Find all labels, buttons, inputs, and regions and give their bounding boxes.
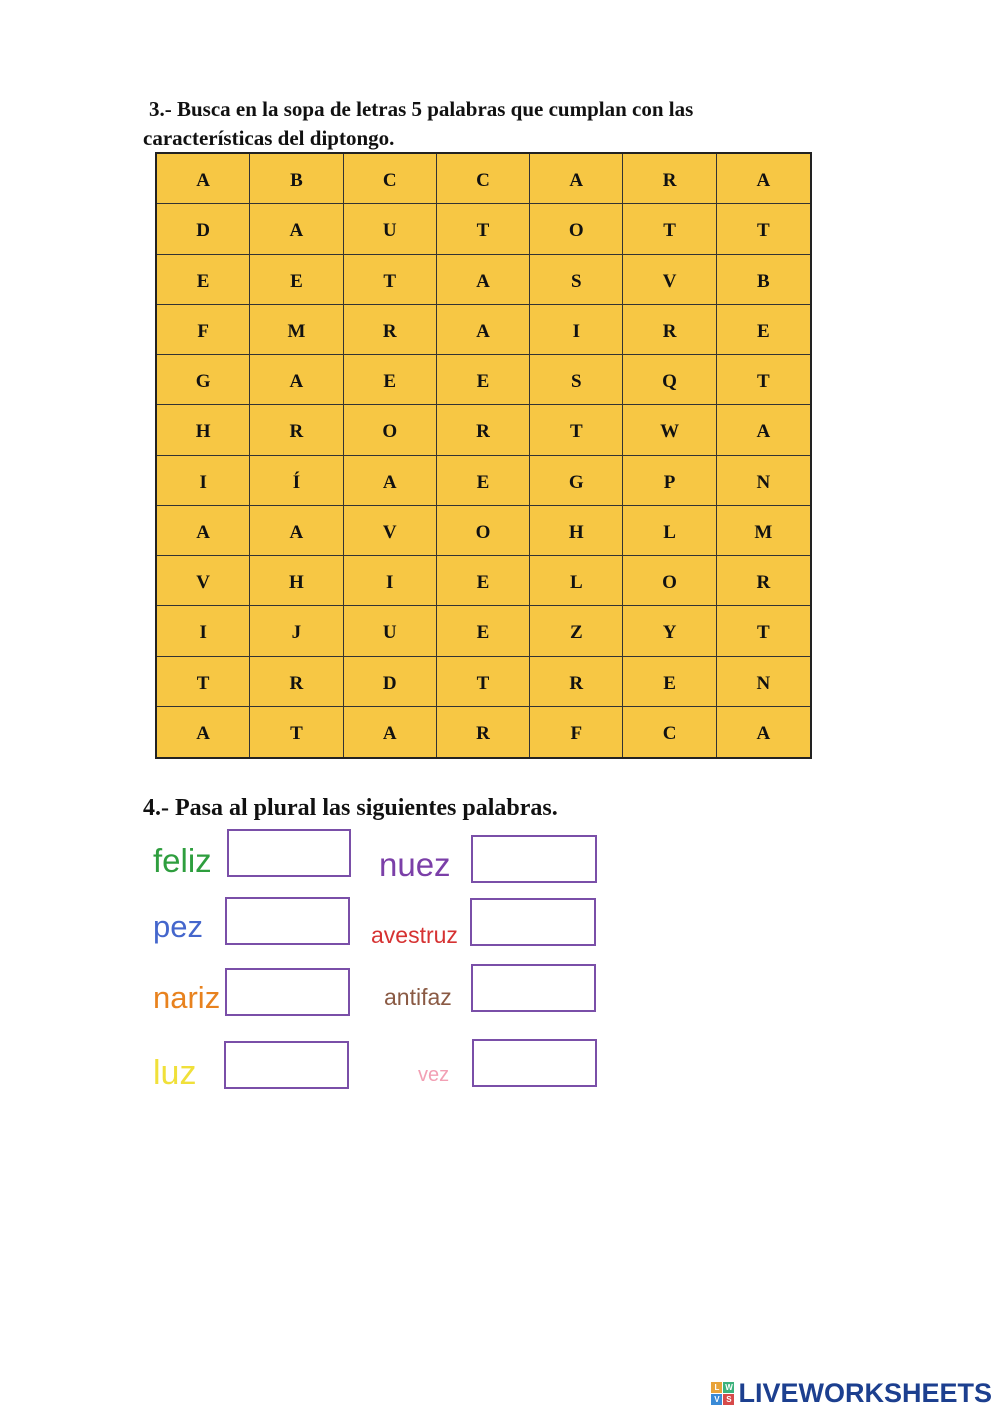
answer-pez-input[interactable] <box>225 897 350 945</box>
answer-nuez-input[interactable] <box>471 835 597 883</box>
grid-cell[interactable]: R <box>530 657 623 707</box>
grid-cell[interactable]: T <box>437 204 530 254</box>
grid-cell[interactable]: A <box>756 723 771 745</box>
grid-cell[interactable]: A <box>250 355 343 405</box>
answer-luz-input[interactable] <box>224 1041 349 1089</box>
grid-cell[interactable]: S <box>530 255 623 305</box>
grid-cell[interactable]: A <box>437 305 530 355</box>
grid-cell[interactable]: B <box>717 255 810 305</box>
answer-antifaz-input[interactable] <box>471 964 596 1012</box>
grid-cell[interactable]: T <box>717 204 810 254</box>
grid-cell[interactable]: T <box>623 204 716 254</box>
brand-name: LIVEWORKSHEETS <box>738 1378 992 1408</box>
grid-cell[interactable]: T <box>437 657 530 707</box>
grid-cell[interactable]: T <box>717 606 810 656</box>
grid-cell[interactable]: O <box>623 556 716 606</box>
grid-cell[interactable]: A <box>157 506 250 556</box>
grid-cell[interactable]: V <box>623 255 716 305</box>
liveworksheets-logo <box>711 1378 992 1409</box>
grid-cell[interactable]: R <box>437 405 530 455</box>
grid-cell[interactable]: U <box>344 204 437 254</box>
grid-cell[interactable]: O <box>344 405 437 455</box>
grid-cell[interactable]: A <box>530 154 623 204</box>
exercise-3-instructions <box>143 95 823 153</box>
grid-cell[interactable]: U <box>344 606 437 656</box>
grid-cell[interactable]: A <box>250 204 343 254</box>
grid-cell[interactable]: R <box>344 305 437 355</box>
grid-cell[interactable]: R <box>717 556 810 606</box>
grid-cell[interactable]: O <box>437 506 530 556</box>
word-antifaz: antifaz <box>384 984 452 1010</box>
grid-cell[interactable]: N <box>717 657 810 707</box>
logo-squares-icon <box>711 1382 734 1405</box>
exercise-4-title: 4.- Pasa al plural las siguientes palabras. <box>143 795 558 821</box>
word-vez: vez <box>418 1064 450 1086</box>
grid-cell[interactable]: L <box>623 506 716 556</box>
answer-avestruz-input[interactable] <box>470 898 596 946</box>
grid-cell[interactable]: H <box>530 506 623 556</box>
grid-cell[interactable]: W <box>623 405 716 455</box>
grid-cell[interactable]: F <box>157 305 250 355</box>
word-nariz: nariz <box>153 980 221 1015</box>
grid-cell[interactable]: A <box>344 707 437 757</box>
grid-cell[interactable]: V <box>157 556 250 606</box>
exercise-3-line-2: características del diptongo. <box>143 126 395 150</box>
grid-cell[interactable]: J <box>250 606 343 656</box>
grid-cell[interactable]: I <box>157 456 250 506</box>
grid-cell[interactable]: A <box>157 707 250 757</box>
grid-cell[interactable]: T <box>157 657 250 707</box>
grid-cell[interactable]: A <box>157 154 250 204</box>
grid-cell[interactable]: G <box>530 456 623 506</box>
grid-cell[interactable]: R <box>250 405 343 455</box>
grid-cell[interactable]: T <box>717 355 810 405</box>
grid-cell[interactable]: A <box>344 456 437 506</box>
grid-cell[interactable]: V <box>344 506 437 556</box>
logo-square-3: V <box>711 1394 722 1405</box>
grid-cell[interactable]: C <box>623 707 716 757</box>
grid-cell[interactable]: C <box>344 154 437 204</box>
exercise-3-line-1: 3.- Busca en la sopa de letras 5 palabras que cumplan con las <box>149 97 694 121</box>
word-avestruz: avestruz <box>371 922 458 948</box>
grid-cell[interactable]: I <box>157 606 250 656</box>
answer-feliz-input[interactable] <box>227 829 351 877</box>
word-nuez: nuez <box>379 846 451 883</box>
word-luz: luz <box>153 1054 197 1092</box>
grid-cell[interactable]: T <box>344 255 437 305</box>
word-pez: pez <box>153 909 203 944</box>
grid-cell[interactable]: I <box>530 305 623 355</box>
grid-cell[interactable]: H <box>157 405 250 455</box>
grid-cell[interactable]: E <box>623 657 716 707</box>
grid-cell[interactable]: H <box>250 556 343 606</box>
grid-cell[interactable]: G <box>157 355 250 405</box>
grid-cell[interactable]: R <box>437 707 530 757</box>
word-feliz: feliz <box>153 842 212 879</box>
grid-cell[interactable]: Z <box>530 606 623 656</box>
grid-cell[interactable]: E <box>157 255 250 305</box>
grid-cell[interactable]: E <box>250 255 343 305</box>
grid-cell[interactable]: Í <box>250 456 343 506</box>
grid-cell[interactable]: R <box>250 657 343 707</box>
grid-cell[interactable]: D <box>157 204 250 254</box>
grid-cell[interactable]: C <box>437 154 530 204</box>
grid-cell[interactable]: A <box>717 405 810 455</box>
answer-nariz-input[interactable] <box>225 968 350 1016</box>
grid-cell[interactable]: E <box>437 456 530 506</box>
grid-cell[interactable]: T <box>250 707 343 757</box>
grid-cell[interactable]: I <box>344 556 437 606</box>
grid-cell[interactable]: A <box>717 154 810 204</box>
grid-cell[interactable]: M <box>250 305 343 355</box>
grid-cell[interactable]: P <box>623 456 716 506</box>
grid-cell[interactable]: Q <box>623 355 716 405</box>
grid-cell[interactable]: S <box>530 355 623 405</box>
grid-cell[interactable]: O <box>530 204 623 254</box>
grid-cell[interactable]: B <box>250 154 343 204</box>
grid-cell[interactable]: E <box>437 556 530 606</box>
logo-square-1: L <box>711 1382 722 1393</box>
grid-cell[interactable]: Y <box>623 606 716 656</box>
grid-cell[interactable]: L <box>530 556 623 606</box>
grid-cell[interactable]: R <box>623 305 716 355</box>
grid-cell[interactable]: A <box>250 506 343 556</box>
grid-cell[interactable]: A <box>437 255 530 305</box>
logo-square-4: S <box>723 1394 734 1405</box>
grid-cell[interactable]: N <box>717 456 810 506</box>
grid-cell[interactable]: E <box>344 355 437 405</box>
grid-cell[interactable]: F <box>530 707 623 757</box>
grid-cell[interactable]: M <box>717 506 810 556</box>
word-search-grid <box>155 152 812 759</box>
grid-cell[interactable]: E <box>717 305 810 355</box>
grid-cell[interactable]: E <box>437 606 530 656</box>
grid-cell[interactable]: D <box>344 657 437 707</box>
answer-vez-input[interactable] <box>472 1039 597 1087</box>
grid-cell[interactable]: T <box>530 405 623 455</box>
logo-square-2: W <box>725 1383 733 1392</box>
grid-cell[interactable]: E <box>437 355 530 405</box>
grid-cell[interactable]: R <box>623 154 716 204</box>
